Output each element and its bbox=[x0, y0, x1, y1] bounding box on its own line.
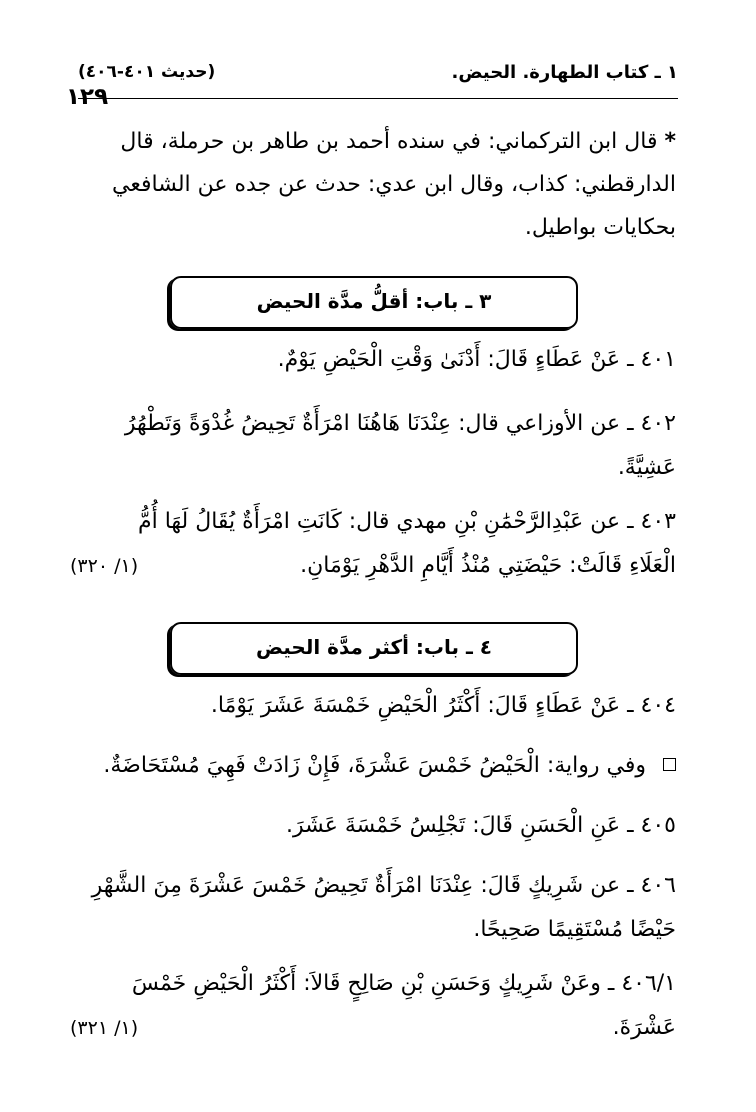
running-head bbox=[78, 58, 678, 99]
hadith-404 bbox=[70, 684, 676, 728]
hadith-text-line-1: عن شَرِيكٍ قَالَ: عِنْدَنَا امْرَأَةٌ تَحِيضُ خَمْسَ عَشْرَةَ مِنَ الشَّهْرِ bbox=[91, 873, 621, 898]
volume-page-reference: (١/ ٣٢٠) bbox=[70, 555, 139, 577]
hadith-406-1 bbox=[70, 962, 676, 1050]
hadith-text-line-2: عَشِيَّةً. bbox=[617, 455, 676, 480]
page-number: ١٢٩ bbox=[66, 84, 109, 110]
hadith-402 bbox=[70, 402, 676, 490]
hadith-number: ٤٠٦/١ ـ bbox=[607, 971, 676, 996]
hadith-text-line-1: وفي رواية: الْحَيْضُ خَمْسَ عَشْرَةَ، فَإِنْ زَادَتْ فَهِيَ مُسْتَحَاضَةٌ. bbox=[103, 753, 646, 778]
hadith-404-variant bbox=[70, 744, 676, 788]
hadith-406 bbox=[70, 864, 676, 952]
hadith-text-line-1: عَنْ عَطَاءٍ قَالَ: أَدْنَىٰ وَقْتِ الْحَيْضِ يَوْمٌ. bbox=[277, 347, 621, 372]
hadith-text-line-1: وعَنْ شَرِيكٍ وَحَسَنِ بْنِ صَالِحٍ قَالاَ: أَكْثَرُ الْحَيْضِ خَمْسَ bbox=[131, 971, 601, 996]
hadith-number: ٤٠٦ ـ bbox=[627, 873, 676, 898]
hadith-text-line-1: عَنْ عَطَاءٍ قَالَ: أَكْثَرُ الْحَيْضِ خَمْسَةَ عَشَرَ يَوْمًا. bbox=[210, 693, 621, 718]
running-head-hadith-range: (حديث ٤٠١-٤٠٦) bbox=[78, 62, 216, 82]
hadith-number: ٤٠٣ ـ bbox=[627, 509, 676, 534]
square-bullet-icon bbox=[663, 758, 676, 771]
section-heading-3: ٣ ـ باب: أقلُّ مدَّة الحيض bbox=[170, 276, 578, 329]
note-star-marker: * bbox=[664, 129, 676, 154]
note-line-2: الدارقطني: كذاب، وقال ابن عدي: حدث عن جده عن الشافعي bbox=[112, 172, 676, 197]
hadith-403 bbox=[70, 500, 676, 588]
note-line-3: بحكايات بواطيل. bbox=[524, 215, 676, 240]
hadith-number: ٤٠٥ ـ bbox=[627, 813, 676, 838]
hadith-number: ٤٠٤ ـ bbox=[627, 693, 676, 718]
hadith-401 bbox=[70, 338, 676, 382]
hadith-text-line-1: عن الأوزاعي قال: عِنْدَنَا هَاهُنَا امْرَأَةٌ تَحِيضُ غُدْوَةً وَتَطْهُرُ bbox=[124, 411, 621, 436]
volume-page-reference: (١/ ٣٢١) bbox=[70, 1017, 139, 1039]
hadith-number: ٤٠٢ ـ bbox=[627, 411, 676, 436]
hadith-405 bbox=[70, 804, 676, 848]
hadith-text-line-1: عَنِ الْحَسَنِ قَالَ: تَجْلِسُ خَمْسَةَ عَشَرَ. bbox=[285, 813, 621, 838]
note-line-1: قال ابن التركماني: في سنده أحمد بن طاهر بن حرملة، قال bbox=[120, 129, 658, 154]
running-head-title: ١ ـ كتاب الطهارة. الحيض. bbox=[451, 62, 678, 83]
hadith-text-line-2: عَشْرَةَ. bbox=[612, 1015, 676, 1040]
commentary-note bbox=[70, 120, 676, 249]
hadith-text-line-2: الْعَلَاءِ قَالَتْ: حَيْضَتِي مُنْذُ أَيَّامِ الدَّهْرِ يَوْمَانِ. bbox=[300, 553, 676, 578]
hadith-number: ٤٠١ ـ bbox=[627, 347, 676, 372]
section-heading-4: ٤ ـ باب: أكثر مدَّة الحيض bbox=[170, 622, 578, 675]
hadith-text-line-1: عن عَبْدِالرَّحْمَٰنِ بْنِ مهدي قال: كَانَتِ امْرَأَةٌ يُقَالُ لَهَا أُمُّ bbox=[137, 509, 621, 534]
hadith-text-line-2: حَيْضًا مُسْتَقِيمًا صَحِيحًا. bbox=[473, 917, 676, 942]
